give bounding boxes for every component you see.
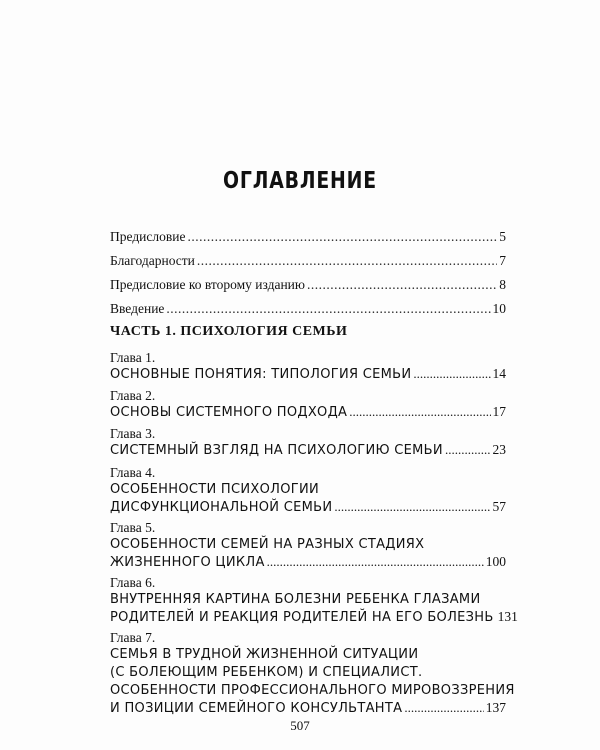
toc-entry-label: Благодарности <box>110 253 195 268</box>
chapter-page: 23 <box>492 442 506 457</box>
leader-dots <box>187 228 497 246</box>
toc-entry[interactable] <box>110 252 506 270</box>
chapter-title: И ПОЗИЦИИ СЕМЕЙНОГО КОНСУЛЬТАНТА <box>110 701 403 716</box>
chapter-number: Глава 7. <box>110 630 156 645</box>
leader-dots <box>404 700 483 716</box>
chapter-entry[interactable] <box>110 630 515 716</box>
chapter-number: Глава 1. <box>110 350 156 365</box>
chapter-page: 100 <box>485 554 506 569</box>
chapter-title-line: (С БОЛЕЮЩИМ РЕБЕНКОМ) И СПЕЦИАЛИСТ. <box>110 665 423 680</box>
toc-entry-label: Предисловие ко второму изданию <box>110 277 305 292</box>
chapter-page: 131 <box>497 609 518 624</box>
chapter-title: СИСТЕМНЫЙ ВЗГЛЯД НА ПСИХОЛОГИЮ СЕМЬИ <box>110 443 443 458</box>
chapter-entry[interactable] <box>110 520 506 570</box>
toc-entry[interactable] <box>110 228 506 246</box>
toc-entry-page: 8 <box>499 277 506 292</box>
chapter-title: ДИСФУНКЦИОНАЛЬНОЙ СЕМЬИ <box>110 500 333 515</box>
chapter-page: 14 <box>492 366 506 381</box>
leader-dots <box>413 366 490 382</box>
chapter-title: ОСНОВНЫЕ ПОНЯТИЯ: ТИПОЛОГИЯ СЕМЬИ <box>110 367 412 382</box>
chapter-title-line: СЕМЬЯ В ТРУДНОЙ ЖИЗНЕННОЙ СИТУАЦИИ <box>110 647 419 662</box>
chapter-page: 17 <box>492 404 506 419</box>
page-number: 507 <box>290 718 310 733</box>
chapter-entry[interactable] <box>110 575 518 625</box>
chapter-page: 57 <box>492 499 506 514</box>
chapter-number: Глава 3. <box>110 426 156 441</box>
leader-dots <box>267 554 484 570</box>
leader-dots <box>445 442 491 458</box>
chapter-title-line: ОСОБЕННОСТИ ПСИХОЛОГИИ <box>110 482 320 497</box>
part-heading[interactable]: ЧАСТЬ 1. ПСИХОЛОГИЯ СЕМЬИ <box>110 324 348 339</box>
leader-dots <box>197 252 497 270</box>
chapter-number: Глава 4. <box>110 465 156 480</box>
chapter-title: РОДИТЕЛЕЙ И РЕАКЦИЯ РОДИТЕЛЕЙ НА ЕГО БОЛЕЗНЬ <box>110 610 494 625</box>
toc-entry-label: Введение <box>110 301 165 316</box>
chapter-title: ЖИЗНЕННОГО ЦИКЛА <box>110 555 265 570</box>
chapter-entry[interactable] <box>110 350 506 382</box>
leader-dots <box>307 276 497 294</box>
toc-entry[interactable] <box>110 276 506 294</box>
leader-dots <box>349 404 490 420</box>
chapter-entry[interactable] <box>110 465 506 515</box>
chapter-entry[interactable] <box>110 388 506 420</box>
toc-entry-page: 7 <box>499 253 506 268</box>
page-title: ОГЛАВЛЕНИЕ <box>223 168 377 194</box>
toc-entry-page: 10 <box>492 301 506 316</box>
chapter-title-line: ВНУТРЕННЯЯ КАРТИНА БОЛЕЗНИ РЕБЕНКА ГЛАЗАМИ <box>110 592 481 607</box>
chapter-title-line: ОСОБЕННОСТИ СЕМЕЙ НА РАЗНЫХ СТАДИЯХ <box>110 537 425 552</box>
leader-dots <box>166 300 490 318</box>
chapter-title: ОСНОВЫ СИСТЕМНОГО ПОДХОДА <box>110 405 348 420</box>
toc-entry[interactable] <box>110 300 506 318</box>
chapter-entry[interactable] <box>110 426 506 458</box>
toc-entry-page: 5 <box>499 229 506 244</box>
chapter-number: Глава 2. <box>110 388 156 403</box>
toc-entry-label: Предисловие <box>110 229 186 244</box>
leader-dots <box>334 499 490 515</box>
chapter-number: Глава 5. <box>110 520 156 535</box>
chapter-title-line: ОСОБЕННОСТИ ПРОФЕССИОНАЛЬНОГО МИРОВОЗЗРЕНИЯ <box>110 683 515 698</box>
chapter-number: Глава 6. <box>110 575 156 590</box>
chapter-page: 137 <box>485 700 506 715</box>
